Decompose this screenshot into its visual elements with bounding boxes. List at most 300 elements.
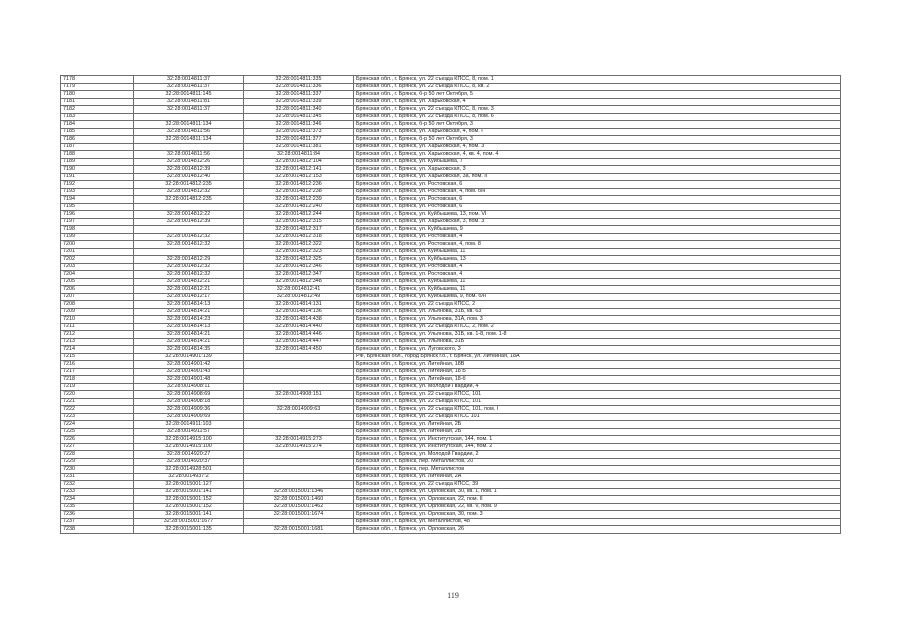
parcel-number-cell: 32:28:0014812:32 bbox=[134, 241, 244, 249]
row-number-cell: 7219 bbox=[61, 383, 134, 391]
address-cell: Брянская обл., г. Брянск, ул. Орловская, 22, кв. V, пом. 9 bbox=[354, 503, 841, 511]
parcel-number-cell: 32:28:0014812:235 bbox=[134, 181, 244, 189]
row-number-cell: 7201 bbox=[61, 248, 134, 256]
parcel-number-cell: 32:28:0014811:134 bbox=[134, 136, 244, 144]
building-number-cell: 32:28:0015001:1460 bbox=[244, 496, 354, 504]
parcel-number-cell: 32:28:0014811:37 bbox=[134, 106, 244, 114]
parcel-number-cell: 32:28:0015001:141 bbox=[134, 488, 244, 496]
row-number-cell: 7183 bbox=[61, 113, 134, 121]
table-row bbox=[61, 518, 841, 526]
row-number-cell: 7214 bbox=[61, 346, 134, 354]
parcel-number-cell: 32:28:0014812:26 bbox=[134, 158, 244, 166]
address-cell: Брянская обл., г. Брянск, ул. Ростовская, 4, пом. 8 bbox=[354, 241, 841, 249]
parcel-number-cell: 32:28:0014814:21 bbox=[134, 338, 244, 346]
table-row bbox=[61, 106, 841, 114]
parcel-number-cell: 32:28:0014814:35 bbox=[134, 346, 244, 354]
address-cell: Брянская обл., г. Брянск, ул. 22 съезда КПСС, 2, пом. 2 bbox=[354, 323, 841, 331]
row-number-cell: 7223 bbox=[61, 413, 134, 421]
row-number-cell: 7190 bbox=[61, 166, 134, 174]
parcel-number-cell: 32:28:0014915:100 bbox=[134, 436, 244, 444]
building-number-cell: 32:28:0014814:446 bbox=[244, 331, 354, 339]
table-row bbox=[61, 211, 841, 219]
building-number-cell bbox=[244, 458, 354, 466]
building-number-cell bbox=[244, 481, 354, 489]
parcel-number-cell: 32:28:0015001:1677 bbox=[134, 518, 244, 526]
building-number-cell bbox=[244, 466, 354, 474]
table-row bbox=[61, 76, 841, 84]
row-number-cell: 7220 bbox=[61, 391, 134, 399]
building-number-cell: 32:28:0014915:273 bbox=[244, 436, 354, 444]
address-cell: РФ, Брянская обл., город Брянск г.о., г. Брянск, ул. Литейная, 18А bbox=[354, 353, 841, 361]
table-row bbox=[61, 173, 841, 181]
parcel-number-cell: 32:28:0014908:69 bbox=[134, 391, 244, 399]
address-cell: Брянская обл., г. Брянск, ул. Литейная, 18-б bbox=[354, 376, 841, 384]
table-row bbox=[61, 308, 841, 316]
row-number-cell: 7215 bbox=[61, 353, 134, 361]
address-cell: Брянская обл., г. Брянск, ул. Ульянова, 31Б bbox=[354, 338, 841, 346]
row-number-cell: 7228 bbox=[61, 451, 134, 459]
table-row bbox=[61, 263, 841, 271]
row-number-cell: 7227 bbox=[61, 443, 134, 451]
address-cell: Брянская обл., г. Брянск, ул. Куйбышева, 13, пом. VI bbox=[354, 211, 841, 219]
row-number-cell: 7205 bbox=[61, 278, 134, 286]
row-number-cell: 7189 bbox=[61, 158, 134, 166]
address-cell: Брянская обл., г. Брянск, ул. 22 съезда КПСС, 8, кв. 2 bbox=[354, 83, 841, 91]
parcel-number-cell: 32:28:0014814:21 bbox=[134, 308, 244, 316]
building-number-cell: 32:28:0014811:339 bbox=[244, 98, 354, 106]
address-cell: Брянская обл., г. Брянск, ул. Ульянова, 31А, пом. 3 bbox=[354, 316, 841, 324]
address-cell: Брянская обл., г. Брянск, ул. Металлистов, 48 bbox=[354, 518, 841, 526]
building-number-cell bbox=[244, 473, 354, 481]
address-cell: Брянская обл., г. Брянск, ул. 22 съезда КПСС, 8, пом. 1 bbox=[354, 76, 841, 84]
building-number-cell bbox=[244, 451, 354, 459]
parcel-number-cell: 32:28:0014812:235 bbox=[134, 196, 244, 204]
row-number-cell: 7238 bbox=[61, 526, 134, 534]
parcel-number-cell: 32:28:0014814:13 bbox=[134, 323, 244, 331]
row-number-cell: 7180 bbox=[61, 91, 134, 99]
building-number-cell: 32:28:0014814:450 bbox=[244, 346, 354, 354]
address-cell: Брянская обл., г. Брянск, ул. 22 съезда КПСС, 101 bbox=[354, 391, 841, 399]
parcel-number-cell: 32:28:0014908:11 bbox=[134, 383, 244, 391]
address-cell: Брянская обл., г. Брянск, ул. Ростовская, 4 bbox=[354, 233, 841, 241]
address-cell: Брянская обл., г. Брянск, ул. Куйбышева, 11 bbox=[354, 286, 841, 294]
building-number-cell: 32:28:0014812:317 bbox=[244, 226, 354, 234]
parcel-number-cell: 32:28:0014812:22 bbox=[134, 211, 244, 219]
parcel-number-cell: 32:28:0014920:37 bbox=[134, 458, 244, 466]
address-cell: Брянская обл., г. Брянск, ул. Ульянова, 31Б, кв. 63 bbox=[354, 308, 841, 316]
address-cell: Брянская обл., г. Брянск, б-р 50 лет Октября, 5 bbox=[354, 91, 841, 99]
parcel-number-cell: 32:28:0014812:32 bbox=[134, 188, 244, 196]
table-row bbox=[61, 346, 841, 354]
address-cell: Брянская обл., г. Брянск, ул. 22 съезда КПСС 101 bbox=[354, 413, 841, 421]
address-cell: Брянская обл., г. Брянск, ул. Орловская, 30, пом. 3 bbox=[354, 511, 841, 519]
building-number-cell: 32:28:0015001:1681 bbox=[244, 526, 354, 534]
building-number-cell bbox=[244, 353, 354, 361]
parcel-number-cell: 32:28:0015001:141 bbox=[134, 511, 244, 519]
parcel-number-cell: 32:28:0014812:29 bbox=[134, 256, 244, 264]
table-row bbox=[61, 181, 841, 189]
table-row bbox=[61, 368, 841, 376]
building-number-cell: 32:28:0014811:340 bbox=[244, 106, 354, 114]
table-row bbox=[61, 503, 841, 511]
row-number-cell: 7191 bbox=[61, 173, 134, 181]
address-cell: Брянская обл., г. Брянск, ул. Харьковская, 3, пом. 3 bbox=[354, 218, 841, 226]
building-number-cell: 32:28:0014811:377 bbox=[244, 136, 354, 144]
row-number-cell: 7202 bbox=[61, 256, 134, 264]
building-number-cell bbox=[244, 421, 354, 429]
row-number-cell: 7222 bbox=[61, 406, 134, 414]
parcel-number-cell: 32:28:0014911:57 bbox=[134, 428, 244, 436]
building-number-cell: 32:28:0014915:274 bbox=[244, 443, 354, 451]
parcel-number-cell: 32:28:0014812:21 bbox=[134, 286, 244, 294]
parcel-number-cell: 32:28:0014814:23 bbox=[134, 316, 244, 324]
row-number-cell: 7192 bbox=[61, 181, 134, 189]
building-number-cell bbox=[244, 361, 354, 369]
row-number-cell: 7212 bbox=[61, 331, 134, 339]
building-number-cell: 32:28:0014812:347 bbox=[244, 271, 354, 279]
address-cell: Брянская обл., г. Брянск, ул. Куйбышева, 7 bbox=[354, 158, 841, 166]
table-row bbox=[61, 361, 841, 369]
building-number-cell: 32:28:0014811:381 bbox=[244, 143, 354, 151]
building-number-cell: 32:28:0014812:322 bbox=[244, 241, 354, 249]
row-number-cell: 7211 bbox=[61, 323, 134, 331]
table-body bbox=[61, 76, 841, 534]
building-number-cell: 32:28:0014812:315 bbox=[244, 218, 354, 226]
table-row bbox=[61, 511, 841, 519]
building-number-cell: 32:28:0014812:240 bbox=[244, 203, 354, 211]
table-row bbox=[61, 91, 841, 99]
building-number-cell: 32:28:0014812:244 bbox=[244, 211, 354, 219]
table-row bbox=[61, 398, 841, 406]
table-row bbox=[61, 451, 841, 459]
address-cell: Брянская обл., г. Брянск, ул. Харьковская, 4, кв. 4, пом. 4 bbox=[354, 151, 841, 159]
row-number-cell: 7200 bbox=[61, 241, 134, 249]
building-number-cell: 32:28:0014812:153 bbox=[244, 173, 354, 181]
table-row bbox=[61, 488, 841, 496]
parcel-number-cell: 32:28:0014909:36 bbox=[134, 406, 244, 414]
table-row bbox=[61, 278, 841, 286]
address-cell: Брянская обл., г. Брянск, ул. Литейная, 2Б bbox=[354, 421, 841, 429]
table-row bbox=[61, 271, 841, 279]
address-cell: Брянская обл., г. Брянск, ул. Литейная, 2Б bbox=[354, 428, 841, 436]
parcel-number-cell bbox=[134, 113, 244, 121]
building-number-cell: 32:28:0014812:49 bbox=[244, 293, 354, 301]
page-number: 119 bbox=[447, 591, 459, 600]
building-number-cell: 32:28:0014814:440 bbox=[244, 323, 354, 331]
building-number-cell: 32:28:0014812:141 bbox=[244, 166, 354, 174]
row-number-cell: 7198 bbox=[61, 226, 134, 234]
table-row bbox=[61, 241, 841, 249]
parcel-number-cell: 32:28:0014812:32 bbox=[134, 271, 244, 279]
address-cell: Брянская обл., г. Брянск, ул. Куйбышева, 11 bbox=[354, 278, 841, 286]
row-number-cell: 7185 bbox=[61, 128, 134, 136]
building-number-cell: 32:28:0014811:84 bbox=[244, 151, 354, 159]
address-cell: Брянская обл., г. Брянск, ул. 22 съезда КПСС, 101, пом. I bbox=[354, 406, 841, 414]
row-number-cell: 7187 bbox=[61, 143, 134, 151]
table-row bbox=[61, 383, 841, 391]
address-cell: Брянская обл., г. Брянск, ул. Харьковская, 3 bbox=[354, 166, 841, 174]
building-number-cell: 32:28:0015001:1462 bbox=[244, 503, 354, 511]
row-number-cell: 7234 bbox=[61, 496, 134, 504]
building-number-cell: 32:28:0014812:323 bbox=[244, 248, 354, 256]
row-number-cell: 7204 bbox=[61, 271, 134, 279]
address-cell: Брянская обл., г. Брянск, б-р 50 лет Октября, 3 bbox=[354, 121, 841, 129]
address-cell: Брянская обл., г. Брянск, ул. Литейная, 18В bbox=[354, 361, 841, 369]
table-row bbox=[61, 98, 841, 106]
address-cell: Брянская обл., г. Брянск, ул. Куйбышева, 11 bbox=[354, 248, 841, 256]
parcel-number-cell bbox=[134, 143, 244, 151]
parcel-number-cell: 32:28:0014812:32 bbox=[134, 233, 244, 241]
table-row bbox=[61, 428, 841, 436]
parcel-number-cell bbox=[134, 203, 244, 211]
row-number-cell: 7225 bbox=[61, 428, 134, 436]
table-row bbox=[61, 166, 841, 174]
row-number-cell: 7186 bbox=[61, 136, 134, 144]
table-row bbox=[61, 466, 841, 474]
table-row bbox=[61, 436, 841, 444]
address-cell: Брянская обл., г. Брянск, ул. Куйбышева, 9 bbox=[354, 226, 841, 234]
table-row bbox=[61, 218, 841, 226]
table-row bbox=[61, 496, 841, 504]
parcel-number-cell: 32:28:0014811:37 bbox=[134, 83, 244, 91]
building-number-cell: 32:28:0014812:41 bbox=[244, 286, 354, 294]
row-number-cell: 7231 bbox=[61, 473, 134, 481]
table-row bbox=[61, 121, 841, 129]
parcel-number-cell: 32:28:0015001:152 bbox=[134, 503, 244, 511]
row-number-cell: 7184 bbox=[61, 121, 134, 129]
parcel-number-cell: 32:28:0014814:13 bbox=[134, 301, 244, 309]
address-cell: Брянская обл., г. Брянск, ул. 22 съезда КПСС, 8, пом. 3 bbox=[354, 106, 841, 114]
address-cell: Брянская обл., г. Брянск, ул. Куйбышева, 13 bbox=[354, 256, 841, 264]
table-row bbox=[61, 331, 841, 339]
row-number-cell: 7182 bbox=[61, 106, 134, 114]
row-number-cell: 7196 bbox=[61, 211, 134, 219]
building-number-cell: 32:28:0015001:1674 bbox=[244, 511, 354, 519]
table-row bbox=[61, 248, 841, 256]
table-row bbox=[61, 376, 841, 384]
table-row bbox=[61, 188, 841, 196]
address-cell: Брянская обл., г. Брянск, ул. Ростовская, 6 bbox=[354, 181, 841, 189]
row-number-cell: 7193 bbox=[61, 188, 134, 196]
parcel-number-cell: 32:28:0014812:17 bbox=[134, 293, 244, 301]
building-number-cell: 32:28:0014812:325 bbox=[244, 256, 354, 264]
parcel-number-cell: 32:28:0014812:40 bbox=[134, 173, 244, 181]
row-number-cell: 7188 bbox=[61, 151, 134, 159]
building-number-cell: 32:28:0014811:345 bbox=[244, 113, 354, 121]
parcel-number-cell: 32:28:0014811:56 bbox=[134, 151, 244, 159]
row-number-cell: 7232 bbox=[61, 481, 134, 489]
address-cell: Брянская обл., г. Брянск, ул. Орловская, 26 bbox=[354, 526, 841, 534]
row-number-cell: 7194 bbox=[61, 196, 134, 204]
building-number-cell bbox=[244, 376, 354, 384]
row-number-cell: 7221 bbox=[61, 398, 134, 406]
row-number-cell: 7237 bbox=[61, 518, 134, 526]
table-row bbox=[61, 443, 841, 451]
address-cell: Брянская обл., г. Брянск, б-р 50 лет Октября, 3 bbox=[354, 136, 841, 144]
table-row bbox=[61, 233, 841, 241]
address-cell: Брянская обл., г. Брянск, ул. Куйбышева, 9, пом. б/н bbox=[354, 293, 841, 301]
table-row bbox=[61, 151, 841, 159]
parcel-number-cell: 32:28:0014901:139 bbox=[134, 353, 244, 361]
address-cell: Брянская обл., г. Брянск, ул. Молодой Гвардии, 2 bbox=[354, 451, 841, 459]
building-number-cell: 32:28:0014812:239 bbox=[244, 196, 354, 204]
address-cell: Брянская обл., г. Брянск, ул. Харьковская, 4, пом. 3 bbox=[354, 143, 841, 151]
address-cell: Брянская обл., г. Брянск, ул. Литейная, 2А bbox=[354, 473, 841, 481]
row-number-cell: 7233 bbox=[61, 488, 134, 496]
parcel-number-cell: 32:28:0014811:37 bbox=[134, 76, 244, 84]
address-cell: Брянская обл., г. Брянск, ул. 22 съезда КПСС, 39 bbox=[354, 481, 841, 489]
parcel-number-cell: 32:28:0015001:152 bbox=[134, 496, 244, 504]
building-number-cell: 32:28:0014812:348 bbox=[244, 278, 354, 286]
address-cell: Брянская обл., г. Брянск, ул. Орловская, 22, пом. II bbox=[354, 496, 841, 504]
building-number-cell: 32:28:0014811:373 bbox=[244, 128, 354, 136]
address-cell: Брянская обл., г. Брянск, ул. Ростовская, 4 bbox=[354, 271, 841, 279]
address-cell: Брянская обл., г. Брянск, ул. Ростовская, 4, пом. б/н bbox=[354, 188, 841, 196]
parcel-number-cell: 32:28:0014812:32 bbox=[134, 263, 244, 271]
parcel-number-cell: 32:28:0014814:21 bbox=[134, 331, 244, 339]
table-row bbox=[61, 143, 841, 151]
parcel-number-cell: 32:28:0014811:134 bbox=[134, 121, 244, 129]
parcel-number-cell: 32:28:0014920:27 bbox=[134, 451, 244, 459]
address-cell: Брянская обл., г. Брянск, ул. 22 съезда КПСС, 8, пом. 6 bbox=[354, 113, 841, 121]
table-row bbox=[61, 391, 841, 399]
table-row bbox=[61, 196, 841, 204]
row-number-cell: 7207 bbox=[61, 293, 134, 301]
parcel-number-cell: 32:28:0014909:69 bbox=[134, 413, 244, 421]
table-row bbox=[61, 113, 841, 121]
row-number-cell: 7224 bbox=[61, 421, 134, 429]
building-number-cell: 32:28:0014814:136 bbox=[244, 308, 354, 316]
parcel-number-cell: 32:28:0014928:501 bbox=[134, 466, 244, 474]
parcel-number-cell bbox=[134, 226, 244, 234]
building-number-cell: 32:28:0014812:238 bbox=[244, 188, 354, 196]
row-number-cell: 7230 bbox=[61, 466, 134, 474]
table-row bbox=[61, 203, 841, 211]
table-row bbox=[61, 338, 841, 346]
table-row bbox=[61, 353, 841, 361]
table-row bbox=[61, 481, 841, 489]
table-row bbox=[61, 256, 841, 264]
building-number-cell: 32:28:0015001:1346 bbox=[244, 488, 354, 496]
parcel-number-cell: 32:28:0015001:135 bbox=[134, 526, 244, 534]
parcel-number-cell: 32:28:0014812:39 bbox=[134, 218, 244, 226]
table-row bbox=[61, 136, 841, 144]
address-cell: Брянская обл., г. Брянск, пер. Металлистов bbox=[354, 466, 841, 474]
parcel-number-cell bbox=[134, 248, 244, 256]
row-number-cell: 7236 bbox=[61, 511, 134, 519]
address-cell: Брянская обл., г. Брянск, ул. Ульянова, 31Б, кв. 1-8, пом. 1-8 bbox=[354, 331, 841, 339]
row-number-cell: 7195 bbox=[61, 203, 134, 211]
document-table bbox=[60, 75, 841, 534]
table-row bbox=[61, 301, 841, 309]
row-number-cell: 7235 bbox=[61, 503, 134, 511]
parcel-number-cell: 32:28:0014915:100 bbox=[134, 443, 244, 451]
row-number-cell: 7206 bbox=[61, 286, 134, 294]
building-number-cell: 32:28:0014814:131 bbox=[244, 301, 354, 309]
row-number-cell: 7209 bbox=[61, 308, 134, 316]
table-row bbox=[61, 128, 841, 136]
parcel-number-cell: 32:28:0014901:43 bbox=[134, 368, 244, 376]
row-number-cell: 7229 bbox=[61, 458, 134, 466]
building-number-cell bbox=[244, 383, 354, 391]
address-cell: Брянская обл., г. Брянск, ул. Харьковская, 3а, пом. II bbox=[354, 173, 841, 181]
address-cell: Брянская обл., г. Брянск, ул. Харьковская, 4, пом. I bbox=[354, 128, 841, 136]
table-row bbox=[61, 286, 841, 294]
building-number-cell: 32:28:0014814:438 bbox=[244, 316, 354, 324]
parcel-number-cell: 32:28:0014811:56 bbox=[134, 128, 244, 136]
row-number-cell: 7216 bbox=[61, 361, 134, 369]
parcel-number-cell: 32:28:0014937:2 bbox=[134, 473, 244, 481]
building-number-cell: 32:28:0014811:346 bbox=[244, 121, 354, 129]
row-number-cell: 7218 bbox=[61, 376, 134, 384]
table-row bbox=[61, 83, 841, 91]
row-number-cell: 7181 bbox=[61, 98, 134, 106]
address-cell: Брянская обл., г. Брянск, ул. Луговского, 3 bbox=[354, 346, 841, 354]
table-row bbox=[61, 293, 841, 301]
address-cell: Брянская обл., г. Брянск, пер. Металлистов, 20 bbox=[354, 458, 841, 466]
building-number-cell: 32:28:0014812:346 bbox=[244, 263, 354, 271]
parcel-number-cell: 32:28:0014812:21 bbox=[134, 278, 244, 286]
row-number-cell: 7217 bbox=[61, 368, 134, 376]
building-number-cell: 32:28:0014812:104 bbox=[244, 158, 354, 166]
building-number-cell: 32:28:0014811:335 bbox=[244, 76, 354, 84]
building-number-cell bbox=[244, 368, 354, 376]
parcel-number-cell: 32:28:0014901:42 bbox=[134, 361, 244, 369]
address-cell: Брянская обл., г. Брянск, ул. Ростовская, 4 bbox=[354, 263, 841, 271]
building-number-cell: 32:28:0014811:337 bbox=[244, 91, 354, 99]
building-number-cell bbox=[244, 413, 354, 421]
parcel-number-cell: 32:28:0014812:39 bbox=[134, 166, 244, 174]
row-number-cell: 7210 bbox=[61, 316, 134, 324]
address-cell: Брянская обл., г. Брянск, ул. Харьковская, 4 bbox=[354, 98, 841, 106]
address-cell: Брянская обл., г. Брянск, ул. Институтская, 144, пом. 2 bbox=[354, 443, 841, 451]
building-number-cell bbox=[244, 428, 354, 436]
parcel-number-cell: 32:28:0014908:18 bbox=[134, 398, 244, 406]
parcel-number-cell: 32:28:0014901:48 bbox=[134, 376, 244, 384]
table-row bbox=[61, 316, 841, 324]
address-cell: Брянская обл., г. Брянск, ул. Литейная, 18 Б bbox=[354, 368, 841, 376]
row-number-cell: 7199 bbox=[61, 233, 134, 241]
address-cell: Брянская обл., г. Брянск, ул. Институтская, 144, пом. 1 bbox=[354, 436, 841, 444]
row-number-cell: 7213 bbox=[61, 338, 134, 346]
building-number-cell: 32:28:0014814:447 bbox=[244, 338, 354, 346]
table-row bbox=[61, 323, 841, 331]
parcel-number-cell: 32:28:0014811:81 bbox=[134, 98, 244, 106]
table-row bbox=[61, 473, 841, 481]
building-number-cell: 32:28:0014812:236 bbox=[244, 181, 354, 189]
table-row bbox=[61, 458, 841, 466]
parcel-number-cell: 32:28:0014911:103 bbox=[134, 421, 244, 429]
row-number-cell: 7178 bbox=[61, 76, 134, 84]
address-cell: Брянская обл., г. Брянск, ул. Орловская, 30, кв. 1, пом. 1 bbox=[354, 488, 841, 496]
building-number-cell: 32:28:0014812:318 bbox=[244, 233, 354, 241]
building-number-cell: 32:28:0014908:151 bbox=[244, 391, 354, 399]
building-number-cell bbox=[244, 518, 354, 526]
address-cell: Брянская обл., г. Брянск, ул. 22 съезда КПСС, 101 bbox=[354, 398, 841, 406]
table-row bbox=[61, 526, 841, 534]
row-number-cell: 7203 bbox=[61, 263, 134, 271]
address-cell: Брянская обл., г. Брянск, ул. Ростовская, 6 bbox=[354, 203, 841, 211]
table-row bbox=[61, 421, 841, 429]
table-row bbox=[61, 158, 841, 166]
row-number-cell: 7208 bbox=[61, 301, 134, 309]
address-cell: Брянская обл., г. Брянск, ул. Ростовская, 6 bbox=[354, 196, 841, 204]
row-number-cell: 7197 bbox=[61, 218, 134, 226]
table-row bbox=[61, 413, 841, 421]
building-number-cell: 32:28:0014909:63 bbox=[244, 406, 354, 414]
parcel-number-cell: 32:28:0015001:127 bbox=[134, 481, 244, 489]
building-number-cell: 32:28:0014811:336 bbox=[244, 83, 354, 91]
